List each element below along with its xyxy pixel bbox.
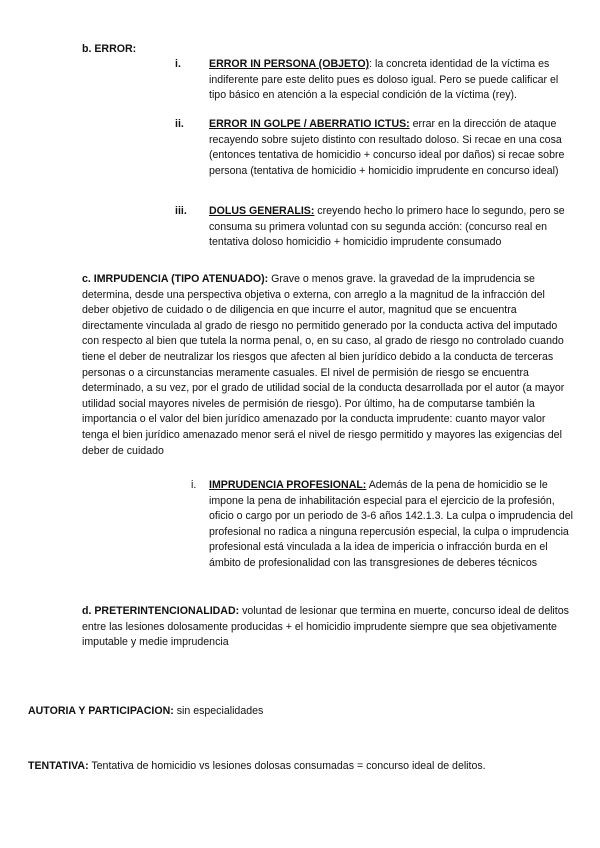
error-heading [82,42,136,58]
tentativa-label: TENTATIVA: [28,760,89,772]
error-item-2-numeral: ii. [175,118,184,130]
preter-text: voluntad de lesionar que termina en muerte, concurso ideal de delitos entre las lesiones dolosamente producidas + el homicidio imprudente siempre que sea objetivamente imputable y medie imprudencia [82,605,569,649]
preter-paragraph [82,604,572,651]
error-item-1-numeral: i. [175,58,181,70]
error-item-1-text: : la concreta identidad de la víctima es indiferente pare este delito pues es doloso igual. Pero se puede calificar el tipo básico en atención a la especial condición de la víctima (rey). [209,58,559,102]
error-item-2-title: ERROR IN GOLPE / ABERRATIO ICTUS: [209,118,410,130]
error-item-3 [209,204,571,251]
tentativa-paragraph [28,759,573,775]
tentativa-text: Tentativa de homicidio vs lesiones dolosas consumadas = concurso ideal de delitos. [88,760,486,772]
error-item-1 [209,57,567,104]
imprudencia-sub-numeral: i. [191,479,197,491]
error-item-3-text: creyendo hecho lo primero hace lo segundo, pero se consuma su primera voluntad con su segunda acción: (concurso real en tentativa doloso homicidio + homicidio imprudente consumado [209,205,565,249]
imprudencia-profesional-title: IMPRUDENCIA PROFESIONAL: [209,479,367,491]
autoria-label: AUTORIA Y PARTICIPACION: [28,705,174,717]
error-item-2 [209,117,569,179]
imprudencia-label: c. IMRPUDENCIA (TIPO ATENUADO): [82,273,269,285]
imprudencia-profesional [209,478,573,572]
imprudencia-paragraph [82,272,570,459]
imprudencia-profesional-text: Además de la pena de homicidio se le impone la pena de inhabilitación especial para el ejercicio de la profesión, oficio o cargo por un periodo de 3-6 años 142.1.3. La culpa o imprudencia del profesional no radica a ninguna repercusión especial, la culpa o imprudencia profesional está vinculada a la idea de impericia o infracción burda en el ámbito de profesionalidad con las transgresiones de deberes técnicos [209,479,573,569]
imprudencia-text: Grave o menos grave. la gravedad de la imprudencia se determina, desde una perspectiva objetiva o externa, con arreglo a la magnitud de la infracción del deber objetivo de cuidado o de diligencia en que incurre el autor, magnitud que se encuentra directamente vinculada al grado de riesgo no permitido generado por la conducta activa del imputado con respecto al bien que tutela la norma penal, o, en su caso, al grado de riesgo no controlado cuando tiene el deber de neutralizar los riesgos que afecten al bien jurídico debido a la conducta de terceras personas o a circunstancias meramente casuales. El nivel de permisión de riesgo se encuentra determinado, a su vez, por el grado de utilidad social de la conducta desarrollada por el autor (a mayor utilidad social mayores niveles de permisión de riesgo). Por último, ha de computarse también la importancia o el valor del bien jurídico amenazado por la conducta imprudente: cuanto mayor valor tenga el bien jurídico amenazado menor será el nivel de riesgo permitido y mayores las exigencias del deber de cuidado [82,273,565,457]
autoria-paragraph [28,704,568,720]
error-item-3-numeral: iii. [175,205,187,217]
error-item-3-title: DOLUS GENERALIS: [209,205,315,217]
autoria-text: sin especialidades [173,705,264,717]
preter-label: d. PRETERINTENCIONALIDAD: [82,605,240,617]
error-item-2-text: errar en la dirección de ataque recayendo sobre sujeto distinto con resultado doloso. Si recae en una cosa (entonces tentativa de homicidio + concurso ideal por daños) si recae sobre persona (tentativa de homicidio + homicidio imprudente en concurso ideal) [209,118,565,177]
error-item-1-title: ERROR IN PERSONA (OBJETO) [209,58,370,70]
error-label: b. ERROR: [82,43,137,55]
